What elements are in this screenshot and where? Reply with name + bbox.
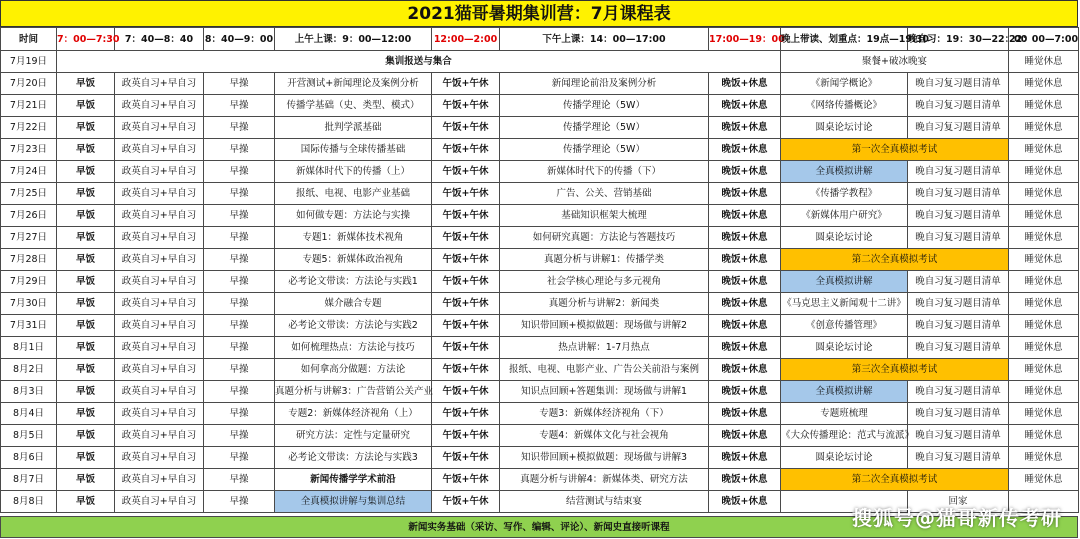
- table-cell: 政英自习+早自习: [115, 359, 204, 381]
- table-cell: 晚饭+休息: [709, 73, 781, 95]
- table-cell: 圆桌论坛讨论: [781, 227, 908, 249]
- table-cell: 早操: [204, 249, 275, 271]
- table-cell: 7月27日: [1, 227, 57, 249]
- table-cell: 政英自习+早自习: [115, 73, 204, 95]
- table-cell: 晚饭+休息: [709, 117, 781, 139]
- table-cell: 《新闻学概论》: [781, 73, 908, 95]
- table-row: [1, 359, 1079, 381]
- table-cell: 《大众传播理论：范式与流派》: [781, 425, 908, 447]
- table-cell: 政英自习+早自习: [115, 183, 204, 205]
- table-cell: 晚自习复习题目清单: [908, 425, 1009, 447]
- table-cell: 晚饭+休息: [709, 249, 781, 271]
- table-cell: 早饭: [57, 359, 115, 381]
- table-cell: 早饭: [57, 271, 115, 293]
- table-cell: 晚自习复习题目清单: [908, 447, 1009, 469]
- table-cell: 早操: [204, 183, 275, 205]
- table-cell: 政英自习+早自习: [115, 381, 204, 403]
- table-cell: 睡觉休息: [1009, 205, 1079, 227]
- table-cell: 7月25日: [1, 183, 57, 205]
- table-cell: 午饭+午休: [432, 381, 500, 403]
- table-cell: 圆桌论坛讨论: [781, 117, 908, 139]
- table-cell: 传播学理论（5W）: [500, 95, 709, 117]
- table-cell: 《新媒体用户研究》: [781, 205, 908, 227]
- table-row: [1, 337, 1079, 359]
- table-cell: 政英自习+早自习: [115, 315, 204, 337]
- table-cell: 圆桌论坛讨论: [781, 337, 908, 359]
- table-cell: 新闻理论前沿及案例分析: [500, 73, 709, 95]
- table-cell: 知识带回顾+模拟做题：现场做与讲解3: [500, 447, 709, 469]
- table-cell: 晚自习复习题目清单: [908, 161, 1009, 183]
- table-cell: 晚饭+休息: [709, 491, 781, 513]
- table-cell: 晚饭+休息: [709, 381, 781, 403]
- table-cell: 如何做专题：方法论与实操: [275, 205, 432, 227]
- table-cell: 晚饭+休息: [709, 183, 781, 205]
- table-cell: 早饭: [57, 139, 115, 161]
- table-cell: 早饭: [57, 337, 115, 359]
- table-row: [1, 403, 1079, 425]
- table-cell: 晚自习复习题目清单: [908, 73, 1009, 95]
- table-cell: 早操: [204, 425, 275, 447]
- table-cell: 晚自习复习题目清单: [908, 227, 1009, 249]
- table-cell: 早饭: [57, 403, 115, 425]
- table-cell: 早饭: [57, 205, 115, 227]
- table-cell: 专题2：新媒体经济视角（上）: [275, 403, 432, 425]
- table-cell: 睡觉休息: [1009, 403, 1079, 425]
- table-cell: 晚自习复习题目清单: [908, 315, 1009, 337]
- table-cell: 午饭+午休: [432, 337, 500, 359]
- header-cell: 上午上课：9：00—12:00: [275, 28, 432, 51]
- table-cell: 报纸、电视、电影产业、广告公关前沿与案例: [500, 359, 709, 381]
- table-cell: 真题分析与讲解3：广告营销公关产业: [275, 381, 432, 403]
- table-cell: 睡觉休息: [1009, 183, 1079, 205]
- table-cell: 睡觉休息: [1009, 95, 1079, 117]
- table-cell: 7月23日: [1, 139, 57, 161]
- table-cell: 研究方法：定性与定量研究: [275, 425, 432, 447]
- table-cell: 真题分析与讲解1：传播学类: [500, 249, 709, 271]
- table-cell: 睡觉休息: [1009, 139, 1079, 161]
- header-cell: 22：00—7:00: [1009, 28, 1079, 51]
- table-row: [1, 227, 1079, 249]
- table-cell: 批判学派基础: [275, 117, 432, 139]
- table-cell: 8月6日: [1, 447, 57, 469]
- table-cell: 圆桌论坛讨论: [781, 447, 908, 469]
- schedule-title: 2021猫哥暑期集训营：7月课程表: [0, 0, 1078, 27]
- table-cell: 睡觉休息: [1009, 51, 1079, 73]
- table-cell: 午饭+午休: [432, 469, 500, 491]
- table-cell: 晚饭+休息: [709, 161, 781, 183]
- watermark: 搜狐号@猫哥新传考研: [852, 506, 1062, 530]
- table-cell: 社会学核心理论与多元视角: [500, 271, 709, 293]
- table-cell: 睡觉休息: [1009, 425, 1079, 447]
- table-cell: 晚自习复习题目清单: [908, 337, 1009, 359]
- table-cell: 必考论文带读：方法论与实践2: [275, 315, 432, 337]
- table-cell: 8月2日: [1, 359, 57, 381]
- table-cell: 午饭+午休: [432, 447, 500, 469]
- table-cell: 睡觉休息: [1009, 117, 1079, 139]
- table-row: [1, 139, 1079, 161]
- header-cell: 时间: [1, 28, 57, 51]
- table-cell: 7月19日: [1, 51, 57, 73]
- table-cell: 政英自习+早自习: [115, 95, 204, 117]
- table-cell: 早操: [204, 337, 275, 359]
- table-cell: 如何拿高分做题：方法论: [275, 359, 432, 381]
- table-cell: 睡觉休息: [1009, 359, 1079, 381]
- table-cell: 早操: [204, 117, 275, 139]
- table-row: [1, 117, 1079, 139]
- table-row: [1, 249, 1079, 271]
- table-cell: 睡觉休息: [1009, 271, 1079, 293]
- header-cell: 7：00—7:30: [57, 28, 115, 51]
- table-cell: 必考论文带读：方法论与实践1: [275, 271, 432, 293]
- table-cell: 新闻传播学学术前沿: [275, 469, 432, 491]
- header-cell: 7：40—8：40: [115, 28, 204, 51]
- table-row: [1, 425, 1079, 447]
- table-row: [1, 447, 1079, 469]
- table-cell: 午饭+午休: [432, 403, 500, 425]
- table-cell: 晚自习复习题目清单: [908, 205, 1009, 227]
- table-row: [1, 205, 1079, 227]
- table-cell: 8月8日: [1, 491, 57, 513]
- table-cell: 午饭+午休: [432, 205, 500, 227]
- table-cell: 全真模拟讲解: [781, 271, 908, 293]
- table-cell: 8月5日: [1, 425, 57, 447]
- table-cell: 睡觉休息: [1009, 249, 1079, 271]
- table-cell: 全真模拟讲解: [781, 381, 908, 403]
- table-cell: 早饭: [57, 249, 115, 271]
- table-cell: 专题4：新媒体文化与社会视角: [500, 425, 709, 447]
- table-cell: 8月3日: [1, 381, 57, 403]
- table-row: [1, 381, 1079, 403]
- header-cell: 12:00—2:00: [432, 28, 500, 51]
- table-cell: 回家: [908, 491, 1009, 513]
- table-cell: 政英自习+早自习: [115, 205, 204, 227]
- table-cell: 晚饭+休息: [709, 337, 781, 359]
- table-cell: 7月21日: [1, 95, 57, 117]
- table-cell: 晚饭+休息: [709, 425, 781, 447]
- table-cell: 早操: [204, 271, 275, 293]
- table-cell: 必考论文带读：方法论与实践3: [275, 447, 432, 469]
- table-cell: 早操: [204, 403, 275, 425]
- table-cell: 政英自习+早自习: [115, 447, 204, 469]
- table-cell: 7月31日: [1, 315, 57, 337]
- table-cell: 早饭: [57, 469, 115, 491]
- table-cell: 早饭: [57, 117, 115, 139]
- table-cell: 专题班梳理: [781, 403, 908, 425]
- table-cell: 早饭: [57, 95, 115, 117]
- schedule-table: [0, 27, 1079, 513]
- table-cell: 传播学基础（史、类型、模式）: [275, 95, 432, 117]
- table-cell: 早操: [204, 293, 275, 315]
- table-cell: 早饭: [57, 381, 115, 403]
- table-cell: 晚饭+休息: [709, 227, 781, 249]
- table-cell: 晚饭+休息: [709, 315, 781, 337]
- table-cell: 晚自习复习题目清单: [908, 293, 1009, 315]
- header-cell: 17:00—19：00: [709, 28, 781, 51]
- table-cell: 早饭: [57, 73, 115, 95]
- table-cell: 全真模拟讲解与集训总结: [275, 491, 432, 513]
- table-row: [1, 73, 1079, 95]
- table-cell: 午饭+午休: [432, 227, 500, 249]
- table-cell: 新媒体时代下的传播（上）: [275, 161, 432, 183]
- table-cell: 政英自习+早自习: [115, 293, 204, 315]
- table-row: [1, 95, 1079, 117]
- table-cell: 政英自习+早自习: [115, 249, 204, 271]
- table-cell: 早饭: [57, 227, 115, 249]
- table-row: [1, 315, 1079, 337]
- table-cell: 早操: [204, 491, 275, 513]
- table-row: [1, 183, 1079, 205]
- table-cell: 传播学理论（5W）: [500, 117, 709, 139]
- table-cell: 7月22日: [1, 117, 57, 139]
- table-cell: 早饭: [57, 491, 115, 513]
- table-cell: 午饭+午休: [432, 73, 500, 95]
- table-cell: 第三次全真模拟考试: [781, 359, 1009, 381]
- table-cell: 晚自习复习题目清单: [908, 183, 1009, 205]
- table-cell: 政英自习+早自习: [115, 227, 204, 249]
- table-cell: 7月26日: [1, 205, 57, 227]
- table-cell: 早饭: [57, 425, 115, 447]
- table-cell: 睡觉休息: [1009, 469, 1079, 491]
- table-cell: 热点讲解：1-7月热点: [500, 337, 709, 359]
- header-cell: 晚自习：19：30—22：00: [908, 28, 1009, 51]
- table-cell: 早操: [204, 73, 275, 95]
- table-cell: 聚餐+破冰晚宴: [781, 51, 1009, 73]
- table-cell: 国际传播与全球传播基础: [275, 139, 432, 161]
- table-cell: 睡觉休息: [1009, 73, 1079, 95]
- table-cell: 知识带回顾+模拟做题：现场做与讲解2: [500, 315, 709, 337]
- table-cell: 传播学理论（5W）: [500, 139, 709, 161]
- table-cell: 睡觉休息: [1009, 315, 1079, 337]
- table-cell: 睡觉休息: [1009, 337, 1079, 359]
- table-cell: 政英自习+早自习: [115, 271, 204, 293]
- table-cell: 知识点回顾+答题集训：现场做与讲解1: [500, 381, 709, 403]
- table-cell: 专题1：新媒体技术视角: [275, 227, 432, 249]
- table-cell: 《创意传播管理》: [781, 315, 908, 337]
- table-cell: 睡觉休息: [1009, 227, 1079, 249]
- table-row: [1, 293, 1079, 315]
- table-cell: 早操: [204, 205, 275, 227]
- table-cell: 政英自习+早自习: [115, 403, 204, 425]
- table-cell: 7月24日: [1, 161, 57, 183]
- table-cell: 集训报送与集合: [57, 51, 781, 73]
- table-cell: 晚饭+休息: [709, 447, 781, 469]
- table-cell: 睡觉休息: [1009, 447, 1079, 469]
- table-cell: 广告、公关、营销基础: [500, 183, 709, 205]
- header-cell: 8：40—9：00: [204, 28, 275, 51]
- table-cell: 午饭+午休: [432, 491, 500, 513]
- table-cell: 早操: [204, 315, 275, 337]
- table-cell: 早饭: [57, 447, 115, 469]
- table-cell: 睡觉休息: [1009, 381, 1079, 403]
- table-cell: 新媒体时代下的传播（下）: [500, 161, 709, 183]
- table-cell: 报纸、电视、电影产业基础: [275, 183, 432, 205]
- header-cell: 下午上课：14：00—17:00: [500, 28, 709, 51]
- table-cell: 《传播学教程》: [781, 183, 908, 205]
- table-cell: 早操: [204, 139, 275, 161]
- table-cell: 晚饭+休息: [709, 469, 781, 491]
- table-cell: 专题5：新媒体政治视角: [275, 249, 432, 271]
- table-cell: 晚饭+休息: [709, 403, 781, 425]
- table-cell: 晚饭+休息: [709, 95, 781, 117]
- table-cell: 午饭+午休: [432, 95, 500, 117]
- table-cell: 早操: [204, 447, 275, 469]
- table-cell: 媒介融合专题: [275, 293, 432, 315]
- table-cell: 午饭+午休: [432, 183, 500, 205]
- table-cell: 午饭+午休: [432, 249, 500, 271]
- table-cell: 午饭+午休: [432, 359, 500, 381]
- table-cell: 晚饭+休息: [709, 359, 781, 381]
- table-cell: 晚饭+休息: [709, 293, 781, 315]
- table-cell: 8月4日: [1, 403, 57, 425]
- table-cell: 早操: [204, 469, 275, 491]
- table-cell: 晚自习复习题目清单: [908, 271, 1009, 293]
- table-cell: 7月20日: [1, 73, 57, 95]
- table-cell: 第一次全真模拟考试: [781, 139, 1009, 161]
- table-cell: 7月29日: [1, 271, 57, 293]
- table-row: [1, 469, 1079, 491]
- table-cell: 7月30日: [1, 293, 57, 315]
- table-cell: 午饭+午休: [432, 271, 500, 293]
- table-cell: 专题3：新媒体经济视角（下）: [500, 403, 709, 425]
- table-cell: 晚自习复习题目清单: [908, 117, 1009, 139]
- table-row: [1, 51, 1079, 73]
- table-cell: 8月7日: [1, 469, 57, 491]
- table-cell: 早操: [204, 227, 275, 249]
- table-cell: 早饭: [57, 161, 115, 183]
- table-cell: 《网络传播概论》: [781, 95, 908, 117]
- table-cell: 早饭: [57, 315, 115, 337]
- table-cell: 早饭: [57, 183, 115, 205]
- table-cell: 结营测试与结束宴: [500, 491, 709, 513]
- table-cell: 7月28日: [1, 249, 57, 271]
- table-cell: 政英自习+早自习: [115, 425, 204, 447]
- table-cell: 第二次全真模拟考试: [781, 469, 1009, 491]
- table-cell: 政英自习+早自习: [115, 337, 204, 359]
- table-cell: 午饭+午休: [432, 425, 500, 447]
- table-cell: 如何梳理热点：方法论与技巧: [275, 337, 432, 359]
- table-cell: 早操: [204, 359, 275, 381]
- table-cell: 午饭+午休: [432, 117, 500, 139]
- table-cell: 午饭+午休: [432, 161, 500, 183]
- table-cell: 早操: [204, 95, 275, 117]
- table-cell: 基础知识框架大梳理: [500, 205, 709, 227]
- header-cell: 晚上带读、划重点：19点—19:30: [781, 28, 908, 51]
- table-cell: 早操: [204, 381, 275, 403]
- footer-note: 新闻实务基础（采访、写作、编辑、评论）、新闻史直接听课程: [0, 516, 1078, 538]
- table-cell: 午饭+午休: [432, 315, 500, 337]
- table-cell: 政英自习+早自习: [115, 491, 204, 513]
- table-cell: 早操: [204, 161, 275, 183]
- table-cell: 政英自习+早自习: [115, 139, 204, 161]
- table-cell: 开营测试+新闻理论及案例分析: [275, 73, 432, 95]
- table-cell: 晚饭+休息: [709, 139, 781, 161]
- table-cell: 政英自习+早自习: [115, 469, 204, 491]
- table-cell: 如何研究真题：方法论与答题技巧: [500, 227, 709, 249]
- table-row: [1, 271, 1079, 293]
- table-row: [1, 161, 1079, 183]
- table-cell: 晚自习复习题目清单: [908, 95, 1009, 117]
- table-cell: 晚饭+休息: [709, 271, 781, 293]
- table-cell: 全真模拟讲解: [781, 161, 908, 183]
- table-cell: 睡觉休息: [1009, 293, 1079, 315]
- table-cell: 真题分析与讲解2：新闻类: [500, 293, 709, 315]
- header-row: [1, 28, 1079, 51]
- table-cell: 政英自习+早自习: [115, 117, 204, 139]
- table-cell: 晚饭+休息: [709, 205, 781, 227]
- table-cell: 政英自习+早自习: [115, 161, 204, 183]
- table-cell: 午饭+午休: [432, 139, 500, 161]
- table-cell: 睡觉休息: [1009, 161, 1079, 183]
- table-cell: 8月1日: [1, 337, 57, 359]
- table-cell: 《马克思主义新闻观十二讲》: [781, 293, 908, 315]
- table-cell: 晚自习复习题目清单: [908, 403, 1009, 425]
- table-cell: 晚自习复习题目清单: [908, 381, 1009, 403]
- table-cell: 早饭: [57, 293, 115, 315]
- table-cell: 真题分析与讲解4：新媒体类、研究方法: [500, 469, 709, 491]
- table-cell: 第二次全真模拟考试: [781, 249, 1009, 271]
- table-cell: 午饭+午休: [432, 293, 500, 315]
